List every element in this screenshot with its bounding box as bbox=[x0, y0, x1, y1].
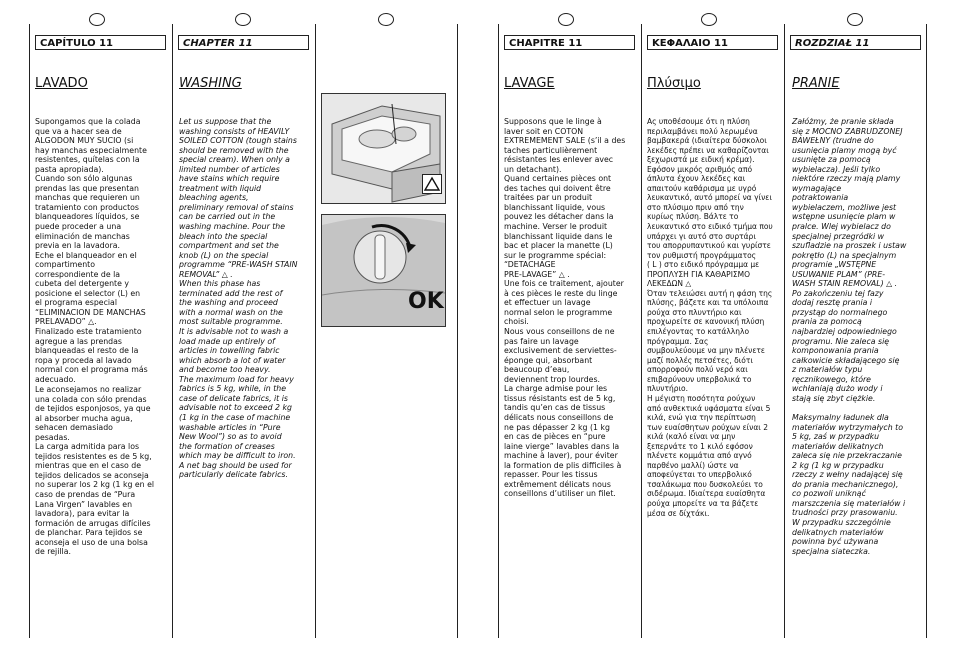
page-divider bbox=[29, 24, 30, 638]
binder-hole bbox=[701, 13, 717, 26]
binder-hole bbox=[847, 13, 863, 26]
binder-hole bbox=[89, 13, 105, 26]
section-title-en: WASHING bbox=[179, 76, 242, 91]
chapter-header-fr: CHAPITRE 11 bbox=[504, 35, 635, 50]
column-divider bbox=[641, 24, 642, 638]
binder-hole bbox=[378, 13, 394, 26]
binder-hole bbox=[558, 13, 574, 26]
chapter-header-es: CAPÍTULO 11 bbox=[35, 35, 166, 50]
section-title-el: Πλύσιμο bbox=[647, 76, 701, 91]
body-text-es-2: Le aconsejamos no realizar una colada con sólo prendas de tejidos esponjosos, ya que al absorber mucha agua, sehacen demasiado pesadas. La carga admitida para los tejidos resistentes es de 5 kg, mientras que en el caso de tejidos delicados se aconseja no superar los 2 kg (1 kg en el caso de prendas de “Pura Lana Virgen” lavables en lavadora), para evitar la formación de arrugas difíciles de planchar. Para tejidos se aconseja el uso de una bolsa de rejilla. bbox=[35, 385, 155, 557]
section-title-pl: PRANIE bbox=[792, 76, 840, 91]
column-divider bbox=[172, 24, 173, 638]
warning-triangle-icon bbox=[422, 174, 442, 194]
section-title-es: LAVADO bbox=[35, 76, 88, 91]
page-divider bbox=[926, 24, 927, 638]
body-text-pl-2: Maksymalny ładunek dla materiałów wytrzymałych to 5 kg, zaś w przypadku materiałów delikatnych zaleca się nie przekraczanie 2 kg (1 kg w przypadku rzeczy z wełny nadającej się do prania mechanicznego), co pozwoli uniknąć marszczenia się materiałów i trudności przy prasowaniu. W przypadku szczególnie delikatnych materiałów powinna być używana specjalna siateczka. bbox=[792, 413, 906, 556]
page-divider bbox=[457, 24, 458, 638]
body-text-en: Let us suppose that the washing consists of HEAVILY SOILED COTTON (tough stains should be removed with the special cream). When only a limited number of articles have stains which require treatment with liquid bleaching agents, preliminary removal of stains can be carried out in the washing machine. Pour the bleach into the special compartment and set the knob (L) on the special programme “PRE-WASH STAIN REMOVAL” △ . When this phase has terminated add the rest of the washing and proceed with a normal wash on the most suitable programme. It is advisable not to wash a load made up entirely of articles in towelling fabric which absorb a lot of water and become too heavy. The maximum load for heavy fabrics is 5 kg, while, in the case of delicate fabrics, it is advisable not to exceed 2 kg (1 kg in the case of machine washable articles in “Pure New Wool”) so as to avoid the formation of creases which may be difficult to iron. A net bag should be used for particularly delicate fabrics. bbox=[179, 117, 298, 480]
section-title-fr: LAVAGE bbox=[504, 76, 555, 91]
binder-hole bbox=[235, 13, 251, 26]
program-knob-illustration bbox=[321, 214, 446, 327]
body-text-pl-1: Załóżmy, że pranie składa się z MOCNO ZABRUDZONEJ BAWEŁNY (trudne do usunięcia plamy mogą być usunięte za pomocą wybielacza). Jeśli tylko niektóre rzeczy mają plamy wymagające potraktowania wybielaczem, możliwe jest wstępne usunięcie plam w pralce. Wlej wybielacz do specjalnej przegródki w szufladzie na proszek i ustaw pokrętło (L) na specjalnym programie „WSTĘPNE USUWANIE PLAM” (PRE- WASH STAIN REMOVAL) △ . Po zakończeniu tej fazy dodaj resztę prania i przystąp do normalnego prania za pomocą najbardziej odpowiedniego programu. Nie zaleca się komponowania prania całkowicie składającego się z materiałów typu ręcznikowego, które wchłaniają dużo wody i stają się zbyt ciężkie. bbox=[792, 117, 907, 403]
column-divider bbox=[315, 24, 316, 638]
chapter-header-pl: ROZDZIAŁ 11 bbox=[790, 35, 921, 50]
body-text-es-1: Supongamos que la colada que va a hacer sea de ALGODON MUY SUCIO (si hay manchas especialmente resistentes, quítelas con la pasta apropiada). Cuando son sólo algunas prendas las que presentan manchas que requieren un tratamiento con productos blanqueadores líquidos, se puede proceder a una eliminación de manchas previa en la lavadora. Eche el blanqueador en el compartimento correspondiente de la cubeta del detergente y posicione el selector (L) en el programa especial “ELIMINACION DE MANCHAS PRELAVADO” △. Finalizado este tratamiento agregue a las prendas blanqueadas el resto de la ropa y proceda al lavado normal con el programa más adecuado. bbox=[35, 117, 148, 384]
body-text-fr: Supposons que le linge à laver soit en COTON EXTREMEMENT SALE (s’il a des taches particulièrement résistantes les enlever avec un detachant). Quand certaines pièces ont des taches qui doivent être traitées par un produit blanchissant liquide, vous pouvez les détacher dans la machine. Verser le produit blanchissant liquide dans le bac et placer la manette (L) sur le programme spécial: “DETACHAGE PRE-LAVAGE” △ . Une fois ce traitement, ajouter à ces pièces le reste du linge et effectuer un lavage normal selon le programme choisi. Nous vous conseillons de ne pas faire un lavage exclusivement de serviettes- éponge qui, absorbant beaucoup d’eau, deviennent trop lourdes. La charge admise pour les tissus résistants est de 5 kg, tandis qu’en cas de tissus délicats nous conseillons de ne pas dépasser 2 kg (1 kg en cas de pièces en “pure laine vierge” lavables dans la machine à laver), pour éviter la formation de plis difficiles à repasser. Pour les tissus extrêmement délicats nous conseillons d’utiliser un filet. bbox=[504, 117, 626, 499]
body-text-el-1: Ας υποθέσουμε ότι η πλύση περιλαμβάνει πολύ λερωμένα βαμβακερά (ιδιαίτερα δύσκολοι λεκέδες πρέπει να καθαρίζονται ξεχωριστά με ειδική κρέμα). Εφόσον μικρός αριθμός από άπλυτα έχουν λεκέδες και απαιτούν καθάρισμα με υγρό λευκαντικό, αυτό μπορεί να γίνει στο πλύσιμο πριν από την κυρίως πλύση. Βάλτε το λευκαντικό στο ειδικό τμήμα που υπάρχει γι αυτό στο συρτάρι του απορρυπαντικού και γυρίστε τον ρυθμιστή προγράμματος ( L ) στο ειδικό πρόγραμμα με ΠΡΟΠΛΥΣΗ ΓΙΑ ΚΑΘΑΡΙΣΜΟ ΛΕΚΕΔΩΝ △ Όταν τελειώσει αυτή η φάση της πλύσης, βάζετε και τα υπόλοιπα ρούχα στο πλυντήριο και προχωρείτε σε κανονική πλύση επιλέγοντας το κατάλληλο πρόγραμμα. Σας συμβουλεύουμε να μην πλένετε μαζί πολλές πετσέτες, διότι απορροφούν πολύ νερό και επιβαρύνουν υπερβολικά το πλυντήριο. bbox=[647, 117, 773, 394]
column-divider bbox=[784, 24, 785, 638]
detergent-drawer-illustration bbox=[321, 93, 446, 204]
chapter-header-el: ΚΕΦΑΛΑΙΟ 11 bbox=[647, 35, 778, 50]
page-divider bbox=[498, 24, 499, 638]
ok-label: OK bbox=[408, 289, 444, 314]
body-text-el-2: Η μέγιστη ποσότητα ρούχων από ανθεκτικά υφάσματα είναι 5 κιλά, ενώ για την περίπτωση των ευαίσθητων ρούχων είναι 2 κιλά (καλό είναι να μην ξεπερνάτε το 1 κιλό εφόσον πλένετε κομμάτια από αγνό παρθένο μαλλί) ώστε να αποφεύγεται το υπερβολικό τσαλάκωμα που δυσκολεύει το σιδέρωμα. Ιδιαίτερα ευαίσθητα ρούχα μπορείτε να τα βάζετε μέσα σε δίχτάκι. bbox=[647, 394, 771, 518]
chapter-header-en: CHAPTER 11 bbox=[178, 35, 309, 50]
